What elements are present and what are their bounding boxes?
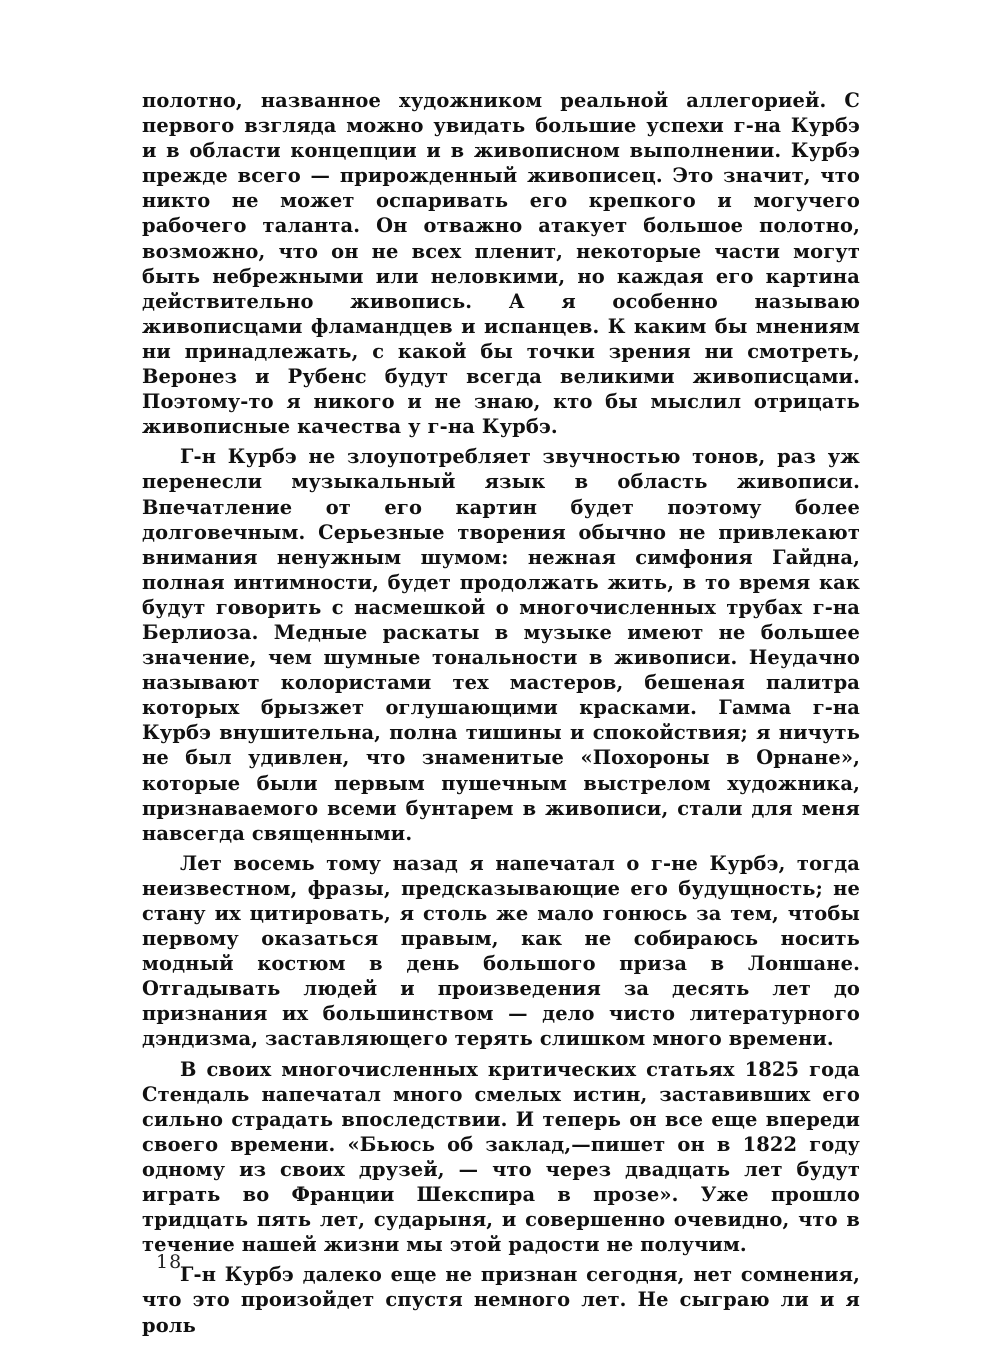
body-text <box>142 88 860 1338</box>
paragraph-4: В своих многочисленных критических статьях 1825 года Стендаль напечатал много смелых истин, заставивших его сильно страдать впоследствии. И теперь он все еще впереди своего времени. «Бьюсь об заклад,—пишет он в 1822 году одному из своих друзей, — что через двадцать лет будут играть во Франции Шекспира в прозе». Уже прошло тридцать пять лет, сударыня, и совершенно очевидно, что в течение нашей жизни мы этой радости не получим. <box>142 1057 860 1257</box>
paragraph-1: полотно, названное художником реальной аллегорией. С первого взгляда можно увидать большие успехи г-на Курбэ и в области концепции и в живописном выполнении. Курбэ прежде всего — прирожденный живописец. Это значит, что никто не может оспаривать его крепкого и могучего рабочего таланта. Он отважно атакует большое полотно, возможно, что он не всех пленит, некоторые части могут быть небрежными или неловкими, но каждая его картина действительно живопись. А я особенно называю живописцами фламандцев и испанцев. К каким бы мнениям ни принадлежать, с какой бы точки зрения ни смотреть, Веронез и Рубенс будут всегда великими живописцами. Поэтому-то я никого и не знаю, кто бы мыслил отрицать живописные качества у г-на Курбэ. <box>142 89 860 439</box>
paragraph-3: Лет восемь тому назад я напечатал о г-не Курбэ, тогда неизвестном, фразы, предсказывающие его будущность; не стану их цитировать, я столь же мало гонюсь за тем, чтобы первому оказаться правым, как не собираюсь носить модный костюм в день большого приза в Лоншане. Отгадывать людей и произведения за десять лет до признания их большинством — дело чисто литературного дэндизма, заставляющего терять слишком много времени. <box>142 851 860 1051</box>
page-number: 18 <box>156 1251 183 1273</box>
paragraph-5: Г-н Курбэ далеко еще не признан сегодня, нет сомнения, что это произойдет спустя немного лет. Не сыграю ли и я роль <box>142 1263 860 1337</box>
paragraph-2: Г-н Курбэ не злоупотребляет звучностью тонов, раз уж перенесли музыкальный язык в область живописи. Впечатление от его картин будет поэтому более долговечным. Серьезные творения обычно не привлекают внимания ненужным шумом: нежная симфония Гайдна, полная интимности, будет продолжать жить, в то время как будут говорить с насмешкой о многочисленных трубах г-на Берлиоза. Медные раскаты в музыке имеют не большее значение, чем шумные тональности в живописи. Неудачно называют колористами тех мастеров, бешеная палитра которых брызжет оглушающими красками. Гамма г-на Курбэ внушительна, полна тишины и спокойствия; я ничуть не был удивлен, что знаменитые «Похороны в Орнане», которые были первым пушечным выстрелом художника, признаваемого всеми бунтарем в живописи, стали для меня навсегда священными. <box>142 445 860 845</box>
